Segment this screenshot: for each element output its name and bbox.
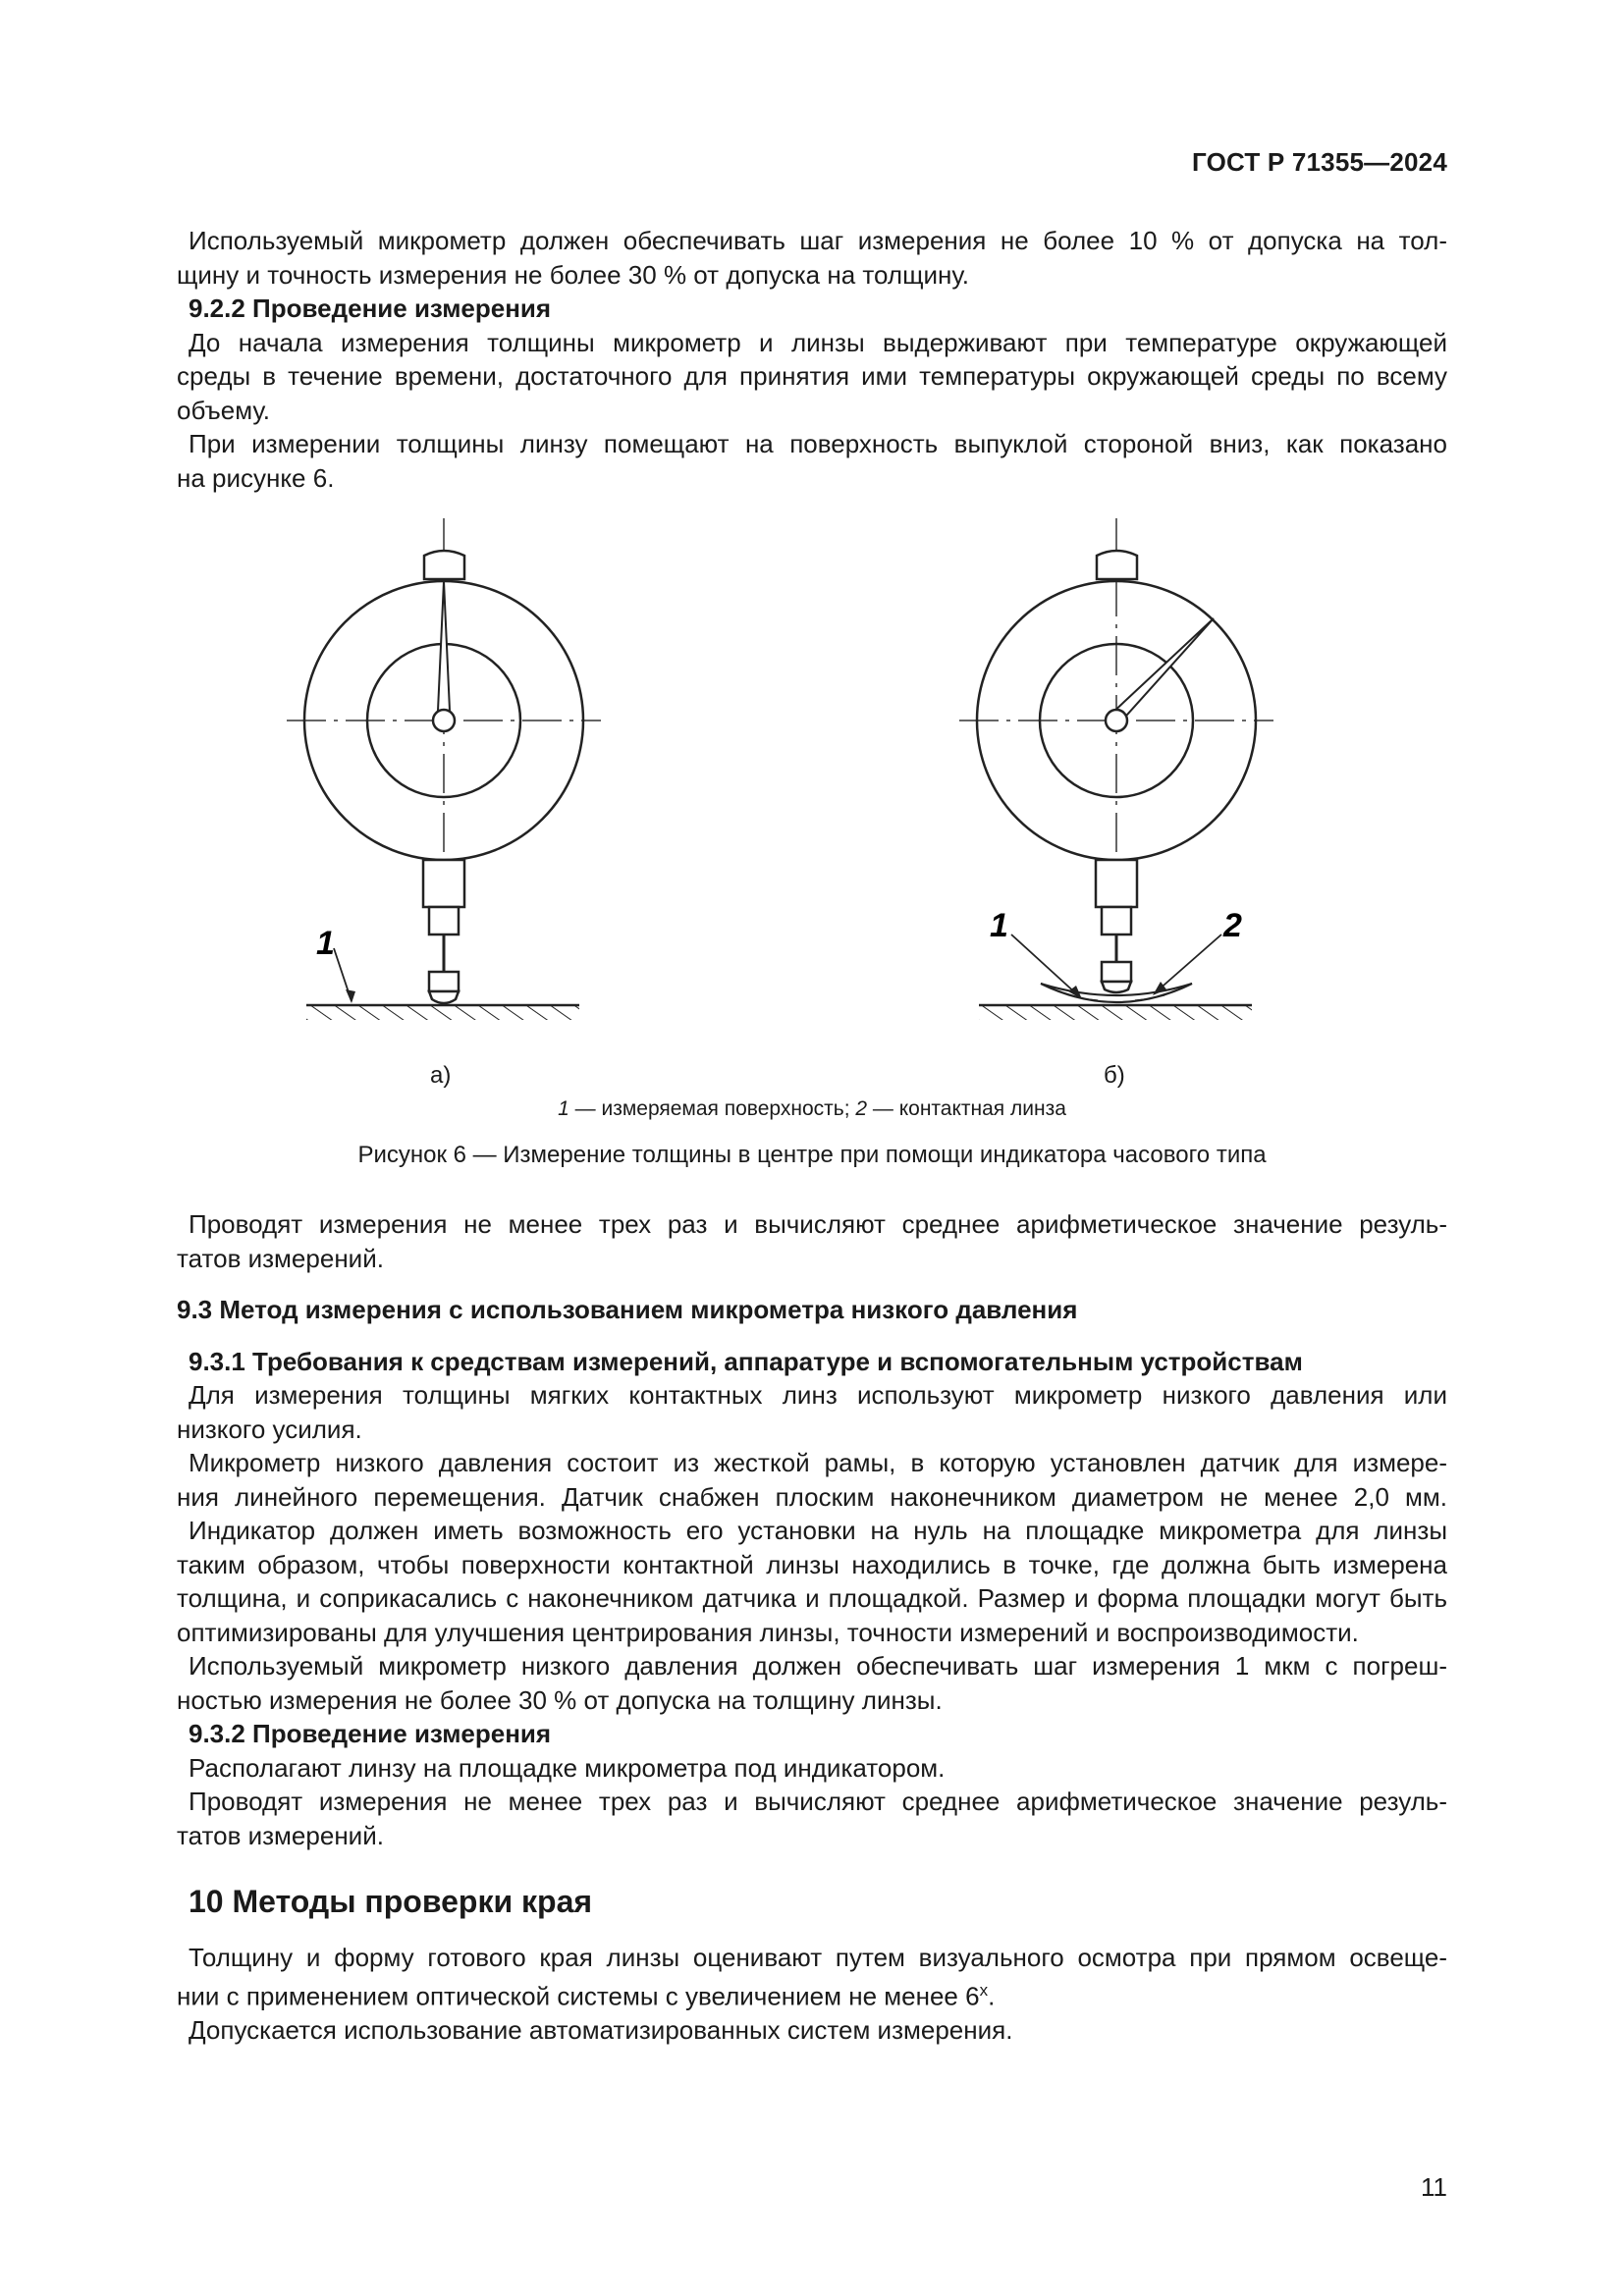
paragraph-line: ния линейного перемещения. Датчик снабжен плоским наконечником диаметром не менее 2,0 мм.	[177, 1481, 1447, 1512]
legend-text-1: — измеряемая поверхность;	[568, 1097, 856, 1120]
superscript-x: х	[979, 1981, 989, 2000]
section-10-title: 10 Методы проверки края	[189, 1884, 593, 1919]
paragraph-line: щину и точность измерения не более 30 % от допуска на толщину.	[177, 259, 969, 290]
paragraph-line: ностью измерения не более 30 % от допуска на толщину линзы.	[177, 1684, 943, 1715]
heading-9-3-2: 9.3.2 Проведение измерения	[189, 1719, 552, 1748]
paragraph-line: Микрометр низкого давления состоит из жесткой рамы, в которую установлен датчик для измере-	[189, 1448, 1447, 1477]
paragraph-line: низкого усилия.	[177, 1414, 362, 1444]
sub-figure-label-a: а)	[430, 1062, 452, 1089]
figure-6-drawing	[0, 491, 1624, 1080]
paragraph-text: нии с применением оптической системы с увеличением не менее 6	[177, 1981, 980, 2011]
legend-num-1: 1	[558, 1097, 569, 1120]
paragraph-line: татов измерений.	[177, 1243, 384, 1273]
paragraph-line: Используемый микрометр должен обеспечивать шаг измерения не более 10 % от допуска на тол-	[189, 226, 1447, 255]
paragraph-end: .	[988, 1981, 996, 2011]
paragraph-line: оптимизированы для улучшения центрирования линзы, точности измерений и воспроизводимости.	[177, 1617, 1359, 1647]
paragraph-line: Толщину и форму готового края линзы оценивают путем визуального осмотра при прямом освеще-	[189, 1942, 1447, 1972]
paragraph-line: татов измерений.	[177, 1820, 384, 1850]
heading-9-3-1: 9.3.1 Требования к средствам измерений, аппаратуре и вспомогательным устройствам	[189, 1346, 1303, 1376]
top-text-block	[177, 224, 1447, 495]
paragraph-line: среды в течение времени, достаточного для принятия ими температуры окружающей среды по всему	[177, 361, 1447, 391]
document-header: ГОСТ Р 71355—2024	[1192, 147, 1447, 177]
indicator-b	[959, 518, 1273, 1020]
paragraph-line: Допускается использование автоматизированных систем измерения.	[189, 2015, 1013, 2046]
paragraph-line: таким образом, чтобы поверхности контактной линзы находились в точке, где должна быть измерена	[177, 1549, 1447, 1579]
paragraph-line: Располагают линзу на площадке микрометра под индикатором.	[189, 1752, 946, 1783]
heading-9-3: 9.3 Метод измерения с использованием микрометра низкого давления	[177, 1295, 1078, 1324]
paragraph-line: Индикатор должен иметь возможность его установки на нуль на площадке микрометра для линзы	[189, 1516, 1447, 1545]
figure-caption: Рисунок 6 — Измерение толщины в центре при помощи индикатора часового типа	[357, 1142, 1267, 1168]
paragraph-line: толщина, и соприкасались с наконечником датчика и площадкой. Размер и форма площадки могут быть	[177, 1583, 1447, 1613]
paragraph-line: Проводят измерения не менее трех раз и вычисляют среднее арифметическое значение резуль-	[189, 1209, 1447, 1239]
paragraph-line: объему.	[177, 395, 270, 425]
paragraph-line: Используемый микрометр низкого давления должен обеспечивать шаг измерения 1 мкм с погреш-	[189, 1651, 1447, 1681]
callout-1-a: 1	[316, 925, 335, 962]
paragraph-line: на рисунке 6.	[177, 462, 335, 493]
callout-2-b: 2	[1223, 907, 1242, 944]
sub-figure-label-b: б)	[1104, 1062, 1125, 1089]
paragraph-line: Проводят измерения не менее трех раз и вычисляют среднее арифметическое значение резуль-	[189, 1787, 1447, 1816]
paragraph-line: При измерении толщины линзу помещают на поверхность выпуклой стороной вниз, как показано	[189, 429, 1447, 458]
figure-legend	[0, 1097, 1624, 1121]
section-10-block	[177, 1885, 1447, 2048]
page-number: 11	[1421, 2172, 1447, 2202]
paragraph-line-with-superscript	[177, 1974, 1447, 2013]
mid-text-block	[177, 1207, 1447, 1852]
callout-1-b: 1	[990, 907, 1008, 944]
legend-num-2: 2	[855, 1097, 868, 1120]
heading-9-2-2: 9.2.2 Проведение измерения	[189, 294, 552, 323]
paragraph-line: Для измерения толщины мягких контактных линз используют микрометр низкого давления или	[189, 1380, 1447, 1410]
legend-text-2: — контактная линза	[867, 1097, 1066, 1120]
paragraph-line: До начала измерения толщины микрометр и линзы выдерживают при температуре окружающей	[189, 327, 1447, 357]
